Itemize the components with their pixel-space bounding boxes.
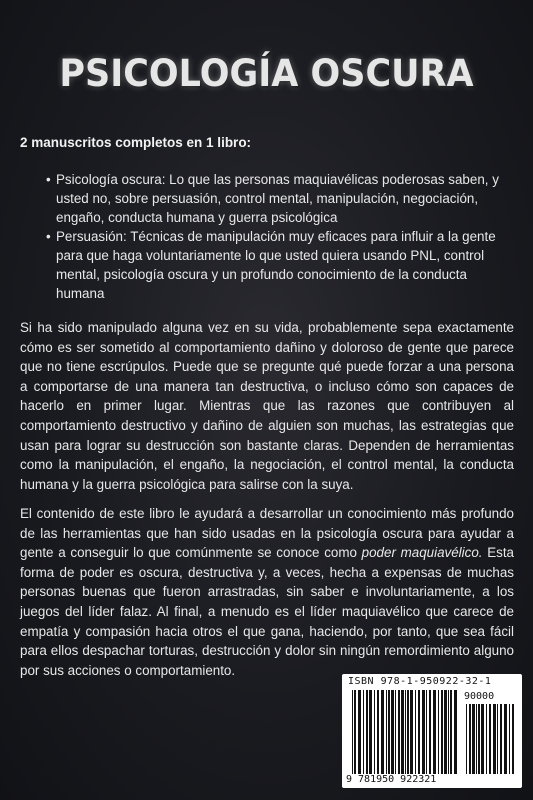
description-paragraph-2 — [20, 504, 514, 680]
emphasized-text: poder maquiavélico. — [361, 545, 483, 561]
bullet-icon: • — [46, 172, 51, 187]
paragraph-text: El contenido de este libro le ayudará a desarrollar un conocimiento más profundo de las herramientas que han sido usadas en la psicología oscura para ayudar a gente a conseguir lo que comúnmente se conoce como — [20, 506, 514, 561]
barcode-bars-icon — [352, 690, 460, 774]
price-code: 90000 — [464, 691, 495, 702]
description-paragraph-1: Si ha sido manipulado alguna vez en su vida, probablemente sepa exactamente cómo es ser sometido al comportamiento dañino y doloroso de gente que parece que no tiene escrúpulos. Puede que se pregunte qué puede forzar a una persona a comportarse de una manera tan destructiva, o incluso cómo son capaces de hacerlo en primer lugar. Mientras que las razones que contribuyen al comportamiento destructivo y dañino de alguien son muchas, las estrategias que usan para lograr su destrucción son bastante claras. Dependen de herramientas como la manipulación, el engaño, la negociación, el control mental, la conducta humana y la guerra psicológica para salirse con la suya. — [20, 320, 514, 492]
isbn-label: ISBN 978-1-950922-32-1 — [348, 676, 492, 687]
list-item-text: Psicología oscura: Lo que las personas maquiavélicas poderosas saben, y usted no, sobre persuasión, control mental, manipulación, negociación, engaño, conducta humana y guerra psicológica — [56, 172, 499, 225]
paragraph-text: Esta forma de poder es oscura, destructiva y, a veces, hecha a expensas de muchas personas buenas que fueron arrastradas, sin saber e involuntariamente, a los juegos del líder falaz. Al final, a menudo es el líder maquiavélico que carece de empatía y compasión hacia otros el que gana, haciendo, por tanto, que sea fácil para ellos despachar torturas, destrucción y dolor sin ningún remordimiento alguno por sus acciones o comportamiento. — [20, 545, 515, 678]
list-item — [46, 227, 516, 303]
bullet-icon: • — [46, 229, 51, 244]
barcode-digits: 9 781950 922321 — [346, 774, 437, 785]
intro-heading: 2 manuscritos completos en 1 libro: — [20, 135, 252, 150]
list-item — [46, 170, 516, 227]
book-title: PSICOLOGÍA OSCURA — [59, 52, 474, 96]
barcode-addon-bars-icon — [466, 704, 516, 774]
isbn-barcode — [342, 674, 522, 788]
manuscript-list — [46, 170, 516, 303]
list-item-text: Persuasión: Técnicas de manipulación muy eficaces para influir a la gente para que haga voluntariamente lo que usted quiera usando PNL, control mental, psicología oscura y un profundo conocimiento de la conducta humana — [56, 229, 496, 301]
